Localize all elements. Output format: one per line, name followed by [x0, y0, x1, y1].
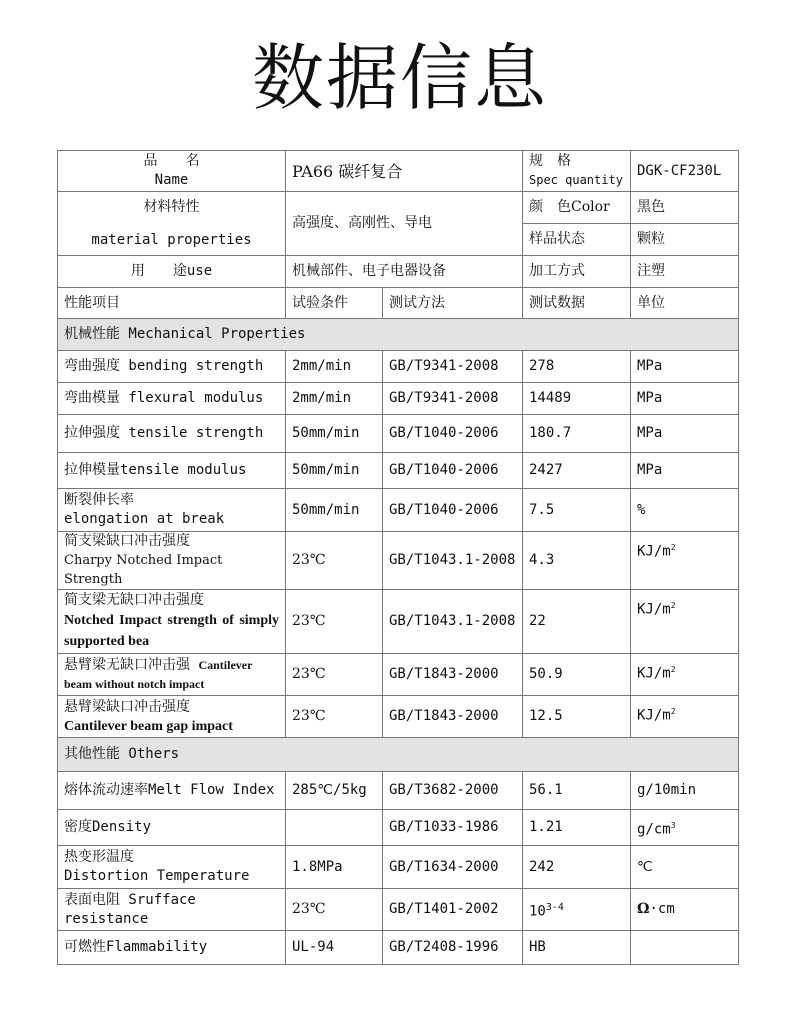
test-condition: 50mm/min [286, 415, 383, 453]
property-name: 熔体流动速率Melt Flow Index [58, 772, 286, 810]
test-method: GB/T3682-2000 [383, 772, 523, 810]
test-value: 22 [523, 590, 631, 654]
unit-sup: 2 [670, 543, 676, 552]
test-condition: 50mm/min [286, 489, 383, 532]
test-method: GB/T1843-2000 [383, 696, 523, 738]
table-row [58, 810, 739, 846]
unit-text: KJ/m [637, 707, 671, 724]
test-method: GB/T1040-2006 [383, 415, 523, 453]
property-name-cn: 简支梁缺口冲击强度 [64, 533, 190, 549]
material-label-en: material properties [91, 231, 252, 248]
name-label-en: Name [154, 172, 189, 188]
material-row-1 [58, 192, 739, 224]
table-row [58, 351, 739, 383]
test-condition: UL-94 [286, 931, 383, 965]
unit [631, 590, 739, 654]
test-condition: 23℃ [286, 532, 383, 590]
test-value: 180.7 [523, 415, 631, 453]
name-value: PA66 碳纤复合 [286, 151, 523, 192]
unit: g/10min [631, 772, 739, 810]
test-method: GB/T2408-1996 [383, 931, 523, 965]
value-base: 10 [529, 903, 546, 920]
property-name-cn: 悬臂梁无缺口冲击强 [64, 656, 190, 673]
unit-sup: 3 [670, 820, 676, 830]
property-name-en: beam without notch impact [64, 676, 205, 691]
unit-sup: 2 [670, 707, 676, 716]
unit: MPa [631, 453, 739, 489]
section-others [58, 738, 739, 772]
table-row [58, 415, 739, 453]
unit-text: KJ/m [637, 543, 671, 560]
table-row [58, 931, 739, 965]
unit [631, 532, 739, 590]
property-name-cn: 断裂伸长率 [64, 492, 134, 508]
unit [631, 810, 739, 846]
property-name-en: Notched Impact strength of simply supported bea [64, 613, 279, 649]
table-row [58, 696, 739, 738]
page-title: 数据信息 [251, 36, 548, 120]
unit [631, 889, 739, 931]
material-label-cn: 材料特性 [143, 198, 200, 215]
section-others-label: 其他性能 Others [58, 738, 739, 772]
unit: ℃ [631, 846, 739, 889]
unit-sup: 2 [670, 601, 676, 610]
unit: MPa [631, 415, 739, 453]
unit-text: ·cm [649, 901, 675, 917]
test-value: 2427 [523, 453, 631, 489]
use-value: 机械部件、电子电器设备 [286, 256, 523, 288]
test-condition: 23℃ [286, 654, 383, 696]
property-name-en: Cantilever [198, 657, 253, 672]
property-name-en: Charpy Notched Impact Strength [64, 553, 223, 587]
property-name: 可燃性Flammability [58, 931, 286, 965]
test-condition: 285℃/5kg [286, 772, 383, 810]
unit [631, 654, 739, 696]
test-method: GB/T9341-2008 [383, 383, 523, 415]
test-value: 56.1 [523, 772, 631, 810]
col-unit: 单位 [631, 288, 739, 319]
use-row [58, 256, 739, 288]
property-name [58, 532, 286, 590]
property-name-cn: 热变形温度 [64, 849, 134, 865]
table-row [58, 889, 739, 931]
test-value: 4.3 [523, 532, 631, 590]
process-label: 加工方式 [523, 256, 631, 288]
col-data: 测试数据 [523, 288, 631, 319]
spec-label [523, 151, 631, 192]
test-condition [286, 810, 383, 846]
test-value: 50.9 [523, 654, 631, 696]
table-row [58, 453, 739, 489]
test-value: HB [523, 931, 631, 965]
unit-sup: 2 [670, 665, 676, 674]
property-name: 拉伸模量tensile modulus [58, 453, 286, 489]
property-name-cn: 悬臂梁缺口冲击强度 [64, 698, 190, 715]
property-name [58, 590, 286, 654]
test-value [523, 889, 631, 931]
table-row [58, 383, 739, 415]
table-row [58, 654, 739, 696]
test-method: GB/T1033-1986 [383, 810, 523, 846]
test-method: GB/T1634-2000 [383, 846, 523, 889]
name-label [58, 151, 286, 192]
spec-table [57, 150, 739, 965]
process-value: 注塑 [631, 256, 739, 288]
test-method: GB/T1040-2006 [383, 489, 523, 532]
section-mechanical-label: 机械性能 Mechanical Properties [58, 319, 739, 351]
test-value: 7.5 [523, 489, 631, 532]
table-row [58, 489, 739, 532]
test-method: GB/T1843-2000 [383, 654, 523, 696]
table-row [58, 846, 739, 889]
test-condition: 1.8MPa [286, 846, 383, 889]
col-condition: 试验条件 [286, 288, 383, 319]
spec-label-en: Spec quantity [529, 173, 623, 187]
test-value: 1.21 [523, 810, 631, 846]
material-value: 高强度、高刚性、导电 [286, 192, 523, 256]
test-condition: 23℃ [286, 889, 383, 931]
color-label: 颜 色Color [523, 192, 631, 224]
property-name [58, 654, 286, 696]
test-method: GB/T1401-2002 [383, 889, 523, 931]
property-name [58, 846, 286, 889]
table-row [58, 590, 739, 654]
section-mechanical [58, 319, 739, 351]
col-property: 性能项目 [58, 288, 286, 319]
property-name: 弯曲模量 flexural modulus [58, 383, 286, 415]
test-value: 14489 [523, 383, 631, 415]
color-value: 黑色 [631, 192, 739, 224]
property-name: 拉伸强度 tensile strength [58, 415, 286, 453]
test-value: 242 [523, 846, 631, 889]
test-condition: 2mm/min [286, 351, 383, 383]
test-condition: 23℃ [286, 696, 383, 738]
property-name: 表面电阻 Srufface resistance [58, 889, 286, 931]
test-condition: 2mm/min [286, 383, 383, 415]
value-exponent: 3-4 [545, 901, 564, 913]
table-row [58, 532, 739, 590]
test-method: GB/T1040-2006 [383, 453, 523, 489]
unit: % [631, 489, 739, 532]
test-condition: 23℃ [286, 590, 383, 654]
test-condition: 50mm/min [286, 453, 383, 489]
unit-text: KJ/m [637, 601, 671, 618]
spec-label-cn: 规 格 [529, 153, 571, 169]
name-row [58, 151, 739, 192]
name-label-cn: 品 名 [143, 153, 200, 169]
sample-value: 颗粒 [631, 224, 739, 256]
property-name: 弯曲强度 bending strength [58, 351, 286, 383]
property-name [58, 489, 286, 532]
col-method: 测试方法 [383, 288, 523, 319]
property-name-en: Distortion Temperature [64, 868, 250, 884]
spec-value: DGK-CF230L [631, 151, 739, 192]
unit-text: KJ/m [637, 665, 671, 682]
test-method: GB/T1043.1-2008 [383, 590, 523, 654]
test-value: 12.5 [523, 696, 631, 738]
unit [631, 931, 739, 965]
unit [631, 696, 739, 738]
test-value: 278 [523, 351, 631, 383]
sample-label: 样品状态 [523, 224, 631, 256]
material-label [58, 192, 286, 256]
unit-text: g/cm [637, 821, 671, 838]
table-row [58, 772, 739, 810]
ohm-symbol: Ω [637, 901, 650, 917]
use-label: 用 途use [58, 256, 286, 288]
test-method: GB/T9341-2008 [383, 351, 523, 383]
unit: MPa [631, 383, 739, 415]
column-header-row [58, 288, 739, 319]
test-method: GB/T1043.1-2008 [383, 532, 523, 590]
property-name-cn: 简支梁无缺口冲击强度 [64, 592, 204, 608]
property-name [58, 696, 286, 738]
unit: MPa [631, 351, 739, 383]
property-name: 密度Density [58, 810, 286, 846]
property-name-en: Cantilever beam gap impact [64, 718, 233, 734]
property-name-en: elongation at break [64, 511, 225, 527]
